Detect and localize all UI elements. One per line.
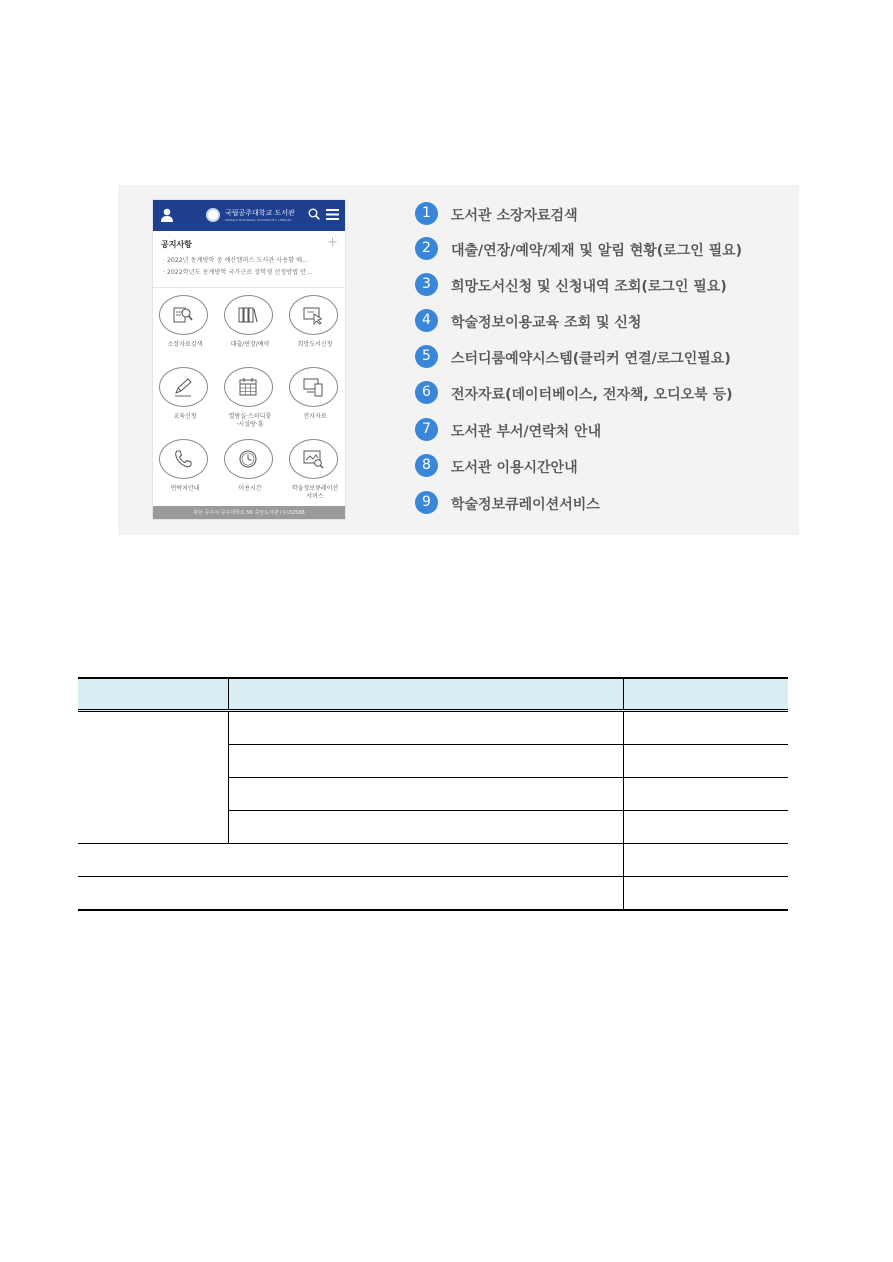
notice-more-button[interactable]: + <box>327 235 338 250</box>
table-cell <box>624 811 788 844</box>
feature-text: 도서관 부서/연락처 안내 <box>451 424 602 440</box>
notice-section <box>153 231 345 288</box>
menu-item-label: 학술정보큐레이션 서비스 <box>291 485 339 500</box>
notice-item[interactable]: · 2022년 동계방학 중 예산캠퍼스 도서관 사용함 배... <box>163 257 308 264</box>
menu-item-book-request[interactable] <box>283 290 346 360</box>
table-cell <box>228 778 624 811</box>
library-logo <box>206 208 220 222</box>
number-badge: 6 <box>415 381 438 404</box>
number-badge: 8 <box>415 454 438 477</box>
number-badge: 5 <box>415 345 438 368</box>
request-cursor-icon <box>302 304 324 326</box>
feature-text: 도서관 소장자료검색 <box>451 208 578 224</box>
feature-text: 대출/연장/예약/제재 및 알림 현황(로그인 필요) <box>451 243 743 259</box>
menu-item-reading-room[interactable] <box>218 362 282 432</box>
library-name: 국립공주대학교 도서관 <box>225 209 295 217</box>
table-cell <box>228 745 624 778</box>
search-icon[interactable] <box>308 208 320 220</box>
library-subtitle: KONGJU NATIONAL UNIVERSITY LIBRARY <box>225 218 292 222</box>
menu-item-label: 이용시간 <box>238 485 262 492</box>
app-header <box>153 200 345 231</box>
table-cell <box>624 745 788 778</box>
feature-text: 전자자료(데이터베이스, 전자책, 오디오북 등) <box>451 387 733 403</box>
menu-item-education[interactable] <box>153 362 217 432</box>
number-badge: 7 <box>415 418 438 441</box>
feature-text: 도서관 이용시간안내 <box>451 460 578 476</box>
number-badge: 3 <box>415 273 438 296</box>
menu-item-label: 전자자료 <box>303 413 327 420</box>
table-row <box>78 877 788 911</box>
pencil-icon <box>172 376 194 398</box>
table-cell <box>624 778 788 811</box>
table-cell <box>624 877 788 911</box>
hamburger-menu-icon[interactable] <box>326 209 339 220</box>
notice-title: 공지사항 <box>161 240 192 249</box>
menu-item-collection-search[interactable] <box>153 290 217 360</box>
search-book-icon <box>172 304 194 326</box>
menu-item-e-resources[interactable] <box>283 362 346 432</box>
table-cell <box>78 877 624 911</box>
clock-icon <box>237 448 259 470</box>
devices-icon <box>302 376 324 398</box>
menu-item-loan[interactable] <box>218 290 282 360</box>
feature-text: 학술정보큐레이션서비스 <box>451 497 600 513</box>
menu-item-contact[interactable] <box>153 434 217 504</box>
menu-item-hours[interactable] <box>218 434 282 504</box>
app-footer <box>153 506 345 519</box>
mobile-app-mockup <box>152 199 346 520</box>
footer-address: 충남 공주시 공주대학로 56 중앙도서관 (우)32588 <box>193 510 305 516</box>
menu-item-label: 희망도서신청 <box>297 341 333 348</box>
curation-icon <box>302 448 324 470</box>
table-cell <box>624 844 788 877</box>
table-cell <box>78 844 624 877</box>
table-cell <box>228 711 624 745</box>
table-row <box>78 711 788 745</box>
user-icon[interactable] <box>161 208 173 222</box>
number-badge: 9 <box>415 491 438 514</box>
app-screenshot-figure <box>118 185 799 535</box>
table-header-cell <box>228 678 624 711</box>
feature-text: 학술정보이용교육 조회 및 신청 <box>451 315 642 331</box>
number-badge: 1 <box>415 202 438 225</box>
table-header-cell <box>624 678 788 711</box>
table-cell <box>228 811 624 844</box>
number-badge: 4 <box>415 309 438 332</box>
calendar-icon <box>237 376 259 398</box>
menu-item-label: 소장자료검색 <box>167 341 203 348</box>
table-header-cell <box>78 678 228 711</box>
phone-icon <box>172 448 194 470</box>
menu-item-label: 교육신청 <box>173 413 197 420</box>
menu-item-label: 연락처안내 <box>170 485 200 492</box>
table-cell <box>624 711 788 745</box>
table-row <box>78 844 788 877</box>
feature-text: 스터디룸예약시스템(클리커 연결/로그인필요) <box>451 351 731 367</box>
number-badge: 2 <box>415 237 438 260</box>
table-header-row <box>78 678 788 711</box>
notice-item[interactable]: · 2022학년도 동계방학 국가근로 장학생 선정방법 안... <box>163 269 312 276</box>
table-cell <box>78 711 228 844</box>
books-icon <box>237 304 259 326</box>
feature-text: 희망도서신청 및 신청내역 조회(로그인 필요) <box>451 279 727 295</box>
menu-item-label: 대출/연장/예약 <box>230 341 270 348</box>
empty-table <box>78 677 788 911</box>
menu-item-curation[interactable] <box>283 434 346 504</box>
menu-grid <box>153 290 345 512</box>
menu-item-label: 열람실·스터디룸 ·시설랑·흥 <box>228 413 272 428</box>
